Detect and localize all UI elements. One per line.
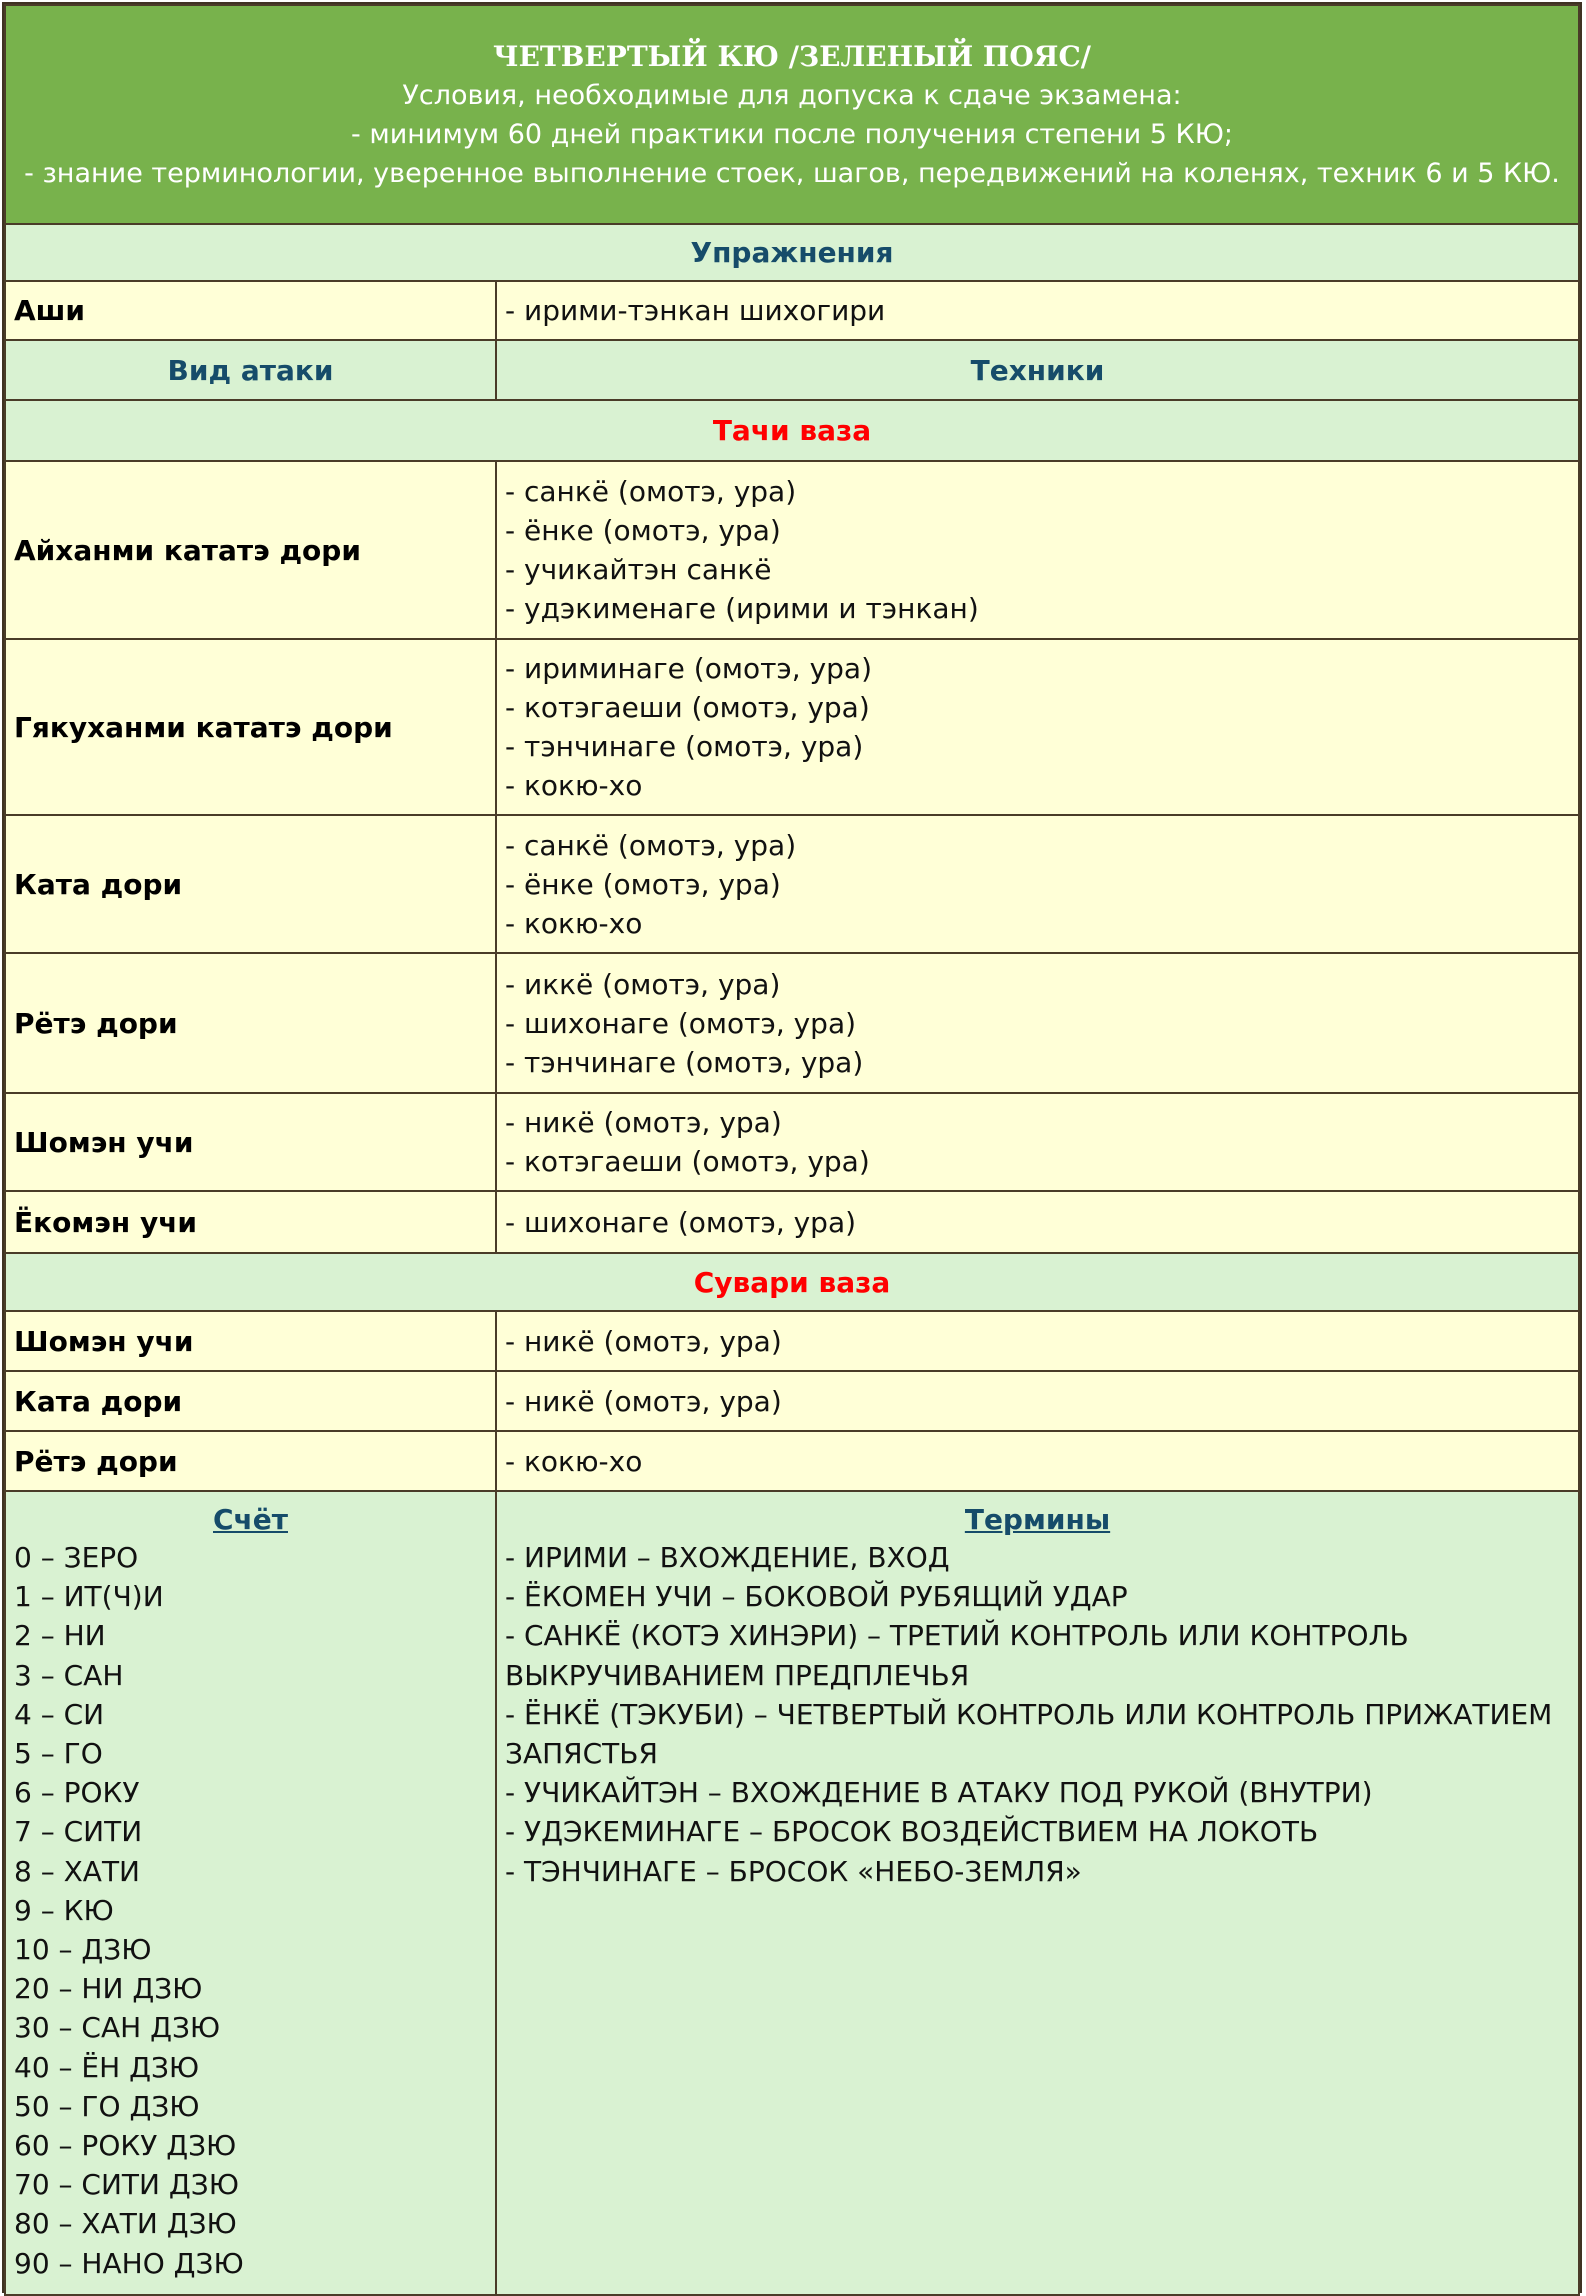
tachi-waza-heading: Тачи ваза — [5, 400, 1579, 461]
count-item: 9 – КЮ — [14, 1893, 114, 1927]
count-item: 60 – РОКУ ДЗЮ — [14, 2129, 237, 2163]
header-cell — [5, 5, 1579, 224]
technique-item: - кокю-хо — [505, 769, 643, 802]
count-item: 50 – ГО ДЗЮ — [14, 2089, 200, 2123]
count-heading: Счёт — [213, 1503, 288, 1536]
row-label: Шомэн учи — [5, 1093, 496, 1191]
suwari-waza-heading: Сувари ваза — [5, 1253, 1579, 1311]
table-row — [5, 1371, 1579, 1431]
term-item: - ИРИМИ – ВХОЖДЕНИЕ, ВХОД — [505, 1541, 950, 1574]
count-item: 20 – НИ ДЗЮ — [14, 1972, 203, 2006]
count-item: 6 – РОКУ — [14, 1776, 140, 1810]
row-items — [496, 1311, 1579, 1371]
count-item: 8 – ХАТИ — [14, 1854, 140, 1888]
count-item: 70 – СИТИ ДЗЮ — [14, 2168, 239, 2202]
technique-item: - санкё (омотэ, ура) — [505, 475, 797, 508]
row-items — [496, 815, 1579, 953]
row-items — [496, 461, 1579, 639]
count-item: 3 – САН — [14, 1658, 124, 1692]
row-label: Рётэ дори — [5, 953, 496, 1093]
row-items — [496, 1371, 1579, 1431]
count-list — [14, 1538, 487, 2283]
count-item: 2 – НИ — [14, 1619, 106, 1653]
technique-item: - шихонаге (омотэ, ура) — [505, 1205, 857, 1239]
term-item: - САНКЁ (КОТЭ ХИНЭРИ) – ТРЕТИЙ КОНТРОЛЬ ИЛИ КОНТРОЛЬ ВЫКРУЧИВАНИЕМ ПРЕДПЛЕЧЬЯ — [505, 1619, 1409, 1692]
header-line: Условия, необходимые для допуска к сдаче экзамена: — [402, 79, 1182, 111]
term-item: - ТЭНЧИНАГЕ – БРОСОК «НЕБО-ЗЕМЛЯ» — [505, 1854, 1082, 1888]
row-label: Ёкомэн учи — [5, 1191, 496, 1253]
terms-cell — [496, 1491, 1579, 2295]
table-row — [5, 461, 1579, 639]
row-items — [496, 953, 1579, 1093]
count-item: 5 – ГО — [14, 1737, 103, 1771]
table-row — [5, 281, 1579, 340]
row-items — [496, 639, 1579, 815]
table-row — [5, 1431, 1579, 1491]
row-label: Рётэ дори — [5, 1431, 496, 1491]
exam-requirements-sheet — [2, 2, 1582, 2293]
term-item: - ЁНКЁ (ТЭКУБИ) – ЧЕТВЕРТЫЙ КОНТРОЛЬ ИЛИ КОНТРОЛЬ ПРИЖАТИЕМ ЗАПЯСТЬЯ — [505, 1697, 1553, 1771]
count-item: 30 – САН ДЗЮ — [14, 2011, 221, 2045]
row-items — [496, 1431, 1579, 1491]
technique-item: - никё (омотэ, ура) — [505, 1324, 782, 1358]
column-header-attack: Вид атаки — [5, 340, 496, 400]
count-item: 90 – НАНО ДЗЮ — [14, 2246, 244, 2280]
terms-list — [505, 1538, 1570, 1891]
technique-item: - ёнке (омотэ, ура) — [505, 514, 781, 547]
row-label: Ката дори — [5, 815, 496, 953]
row-items — [496, 281, 1579, 340]
requirements-table — [4, 4, 1580, 2296]
column-header-row — [5, 340, 1579, 400]
technique-item: - тэнчинаге (омотэ, ура) — [505, 730, 864, 763]
count-item: 4 – СИ — [14, 1697, 105, 1731]
column-header-techniques: Техники — [496, 340, 1579, 400]
technique-item: - тэнчинаге (омотэ, ура) — [505, 1045, 864, 1079]
technique-item: - ириминаге (омотэ, ура) — [505, 652, 873, 685]
glossary-row — [5, 1491, 1579, 2295]
technique-item: - учикайтэн санкё — [505, 553, 772, 586]
exercises-heading-row — [5, 224, 1579, 281]
header-row — [5, 5, 1579, 224]
technique-item: - никё (омотэ, ура) — [505, 1384, 782, 1418]
count-cell — [5, 1491, 496, 2295]
row-label: Гякуханми кататэ дори — [5, 639, 496, 815]
table-row — [5, 1311, 1579, 1371]
count-item: 0 – ЗЕРО — [14, 1541, 139, 1574]
tachi-waza-heading-row — [5, 400, 1579, 461]
technique-item: - кокю-хо — [505, 1444, 643, 1478]
technique-item: - котэгаеши (омотэ, ура) — [505, 691, 870, 724]
term-item: - ЁКОМЕН УЧИ – БОКОВОЙ РУБЯЩИЙ УДАР — [505, 1580, 1128, 1614]
row-label: Айханми кататэ дори — [5, 461, 496, 639]
technique-item: - котэгаеши (омотэ, ура) — [505, 1145, 870, 1178]
table-row — [5, 815, 1579, 953]
page-title: ЧЕТВЕРТЫЙ КЮ /ЗЕЛЕНЫЙ ПОЯС/ — [493, 39, 1091, 73]
row-items — [496, 1093, 1579, 1191]
table-row — [5, 1093, 1579, 1191]
terms-heading: Термины — [964, 1503, 1111, 1536]
technique-item: - иккё (омотэ, ура) — [505, 967, 781, 1001]
technique-item: - кокю-хо — [505, 906, 643, 940]
count-item: 1 – ИТ(Ч)И — [14, 1580, 164, 1614]
table-row — [5, 953, 1579, 1093]
table-row — [5, 639, 1579, 815]
exercises-heading: Упражнения — [5, 224, 1579, 281]
header-line: - минимум 60 дней практики после получения степени 5 КЮ; — [351, 118, 1233, 150]
table-row — [5, 1191, 1579, 1253]
technique-item: - шихонаге (омотэ, ура) — [505, 1006, 857, 1040]
technique-item: - ёнке (омотэ, ура) — [505, 867, 781, 901]
technique-item: - никё (омотэ, ура) — [505, 1106, 782, 1139]
row-label: Ката дори — [5, 1371, 496, 1431]
header-line: - знание терминологии, уверенное выполнение стоек, шагов, передвижений на коленях, техник 6 и 5 КЮ. — [24, 157, 1560, 189]
technique-item: - удэкименаге (ирими и тэнкан) — [505, 592, 979, 625]
technique-item: - санкё (омотэ, ура) — [505, 828, 797, 862]
row-items — [496, 1191, 1579, 1253]
count-item: 10 – ДЗЮ — [14, 1933, 152, 1967]
row-label: Аши — [5, 281, 496, 340]
suwari-waza-heading-row — [5, 1253, 1579, 1311]
row-label: Шомэн учи — [5, 1311, 496, 1371]
count-item: 80 – ХАТИ ДЗЮ — [14, 2207, 237, 2241]
technique-item: - ирими-тэнкан шихогири — [505, 294, 886, 327]
term-item: - УЧИКАЙТЭН – ВХОЖДЕНИЕ В АТАКУ ПОД РУКОЙ (ВНУТРИ) — [505, 1776, 1373, 1810]
count-item: 40 – ЁН ДЗЮ — [14, 2050, 200, 2084]
term-item: - УДЭКЕМИНАГЕ – БРОСОК ВОЗДЕЙСТВИЕМ НА ЛОКОТЬ — [505, 1815, 1319, 1849]
count-item: 7 – СИТИ — [14, 1815, 143, 1849]
